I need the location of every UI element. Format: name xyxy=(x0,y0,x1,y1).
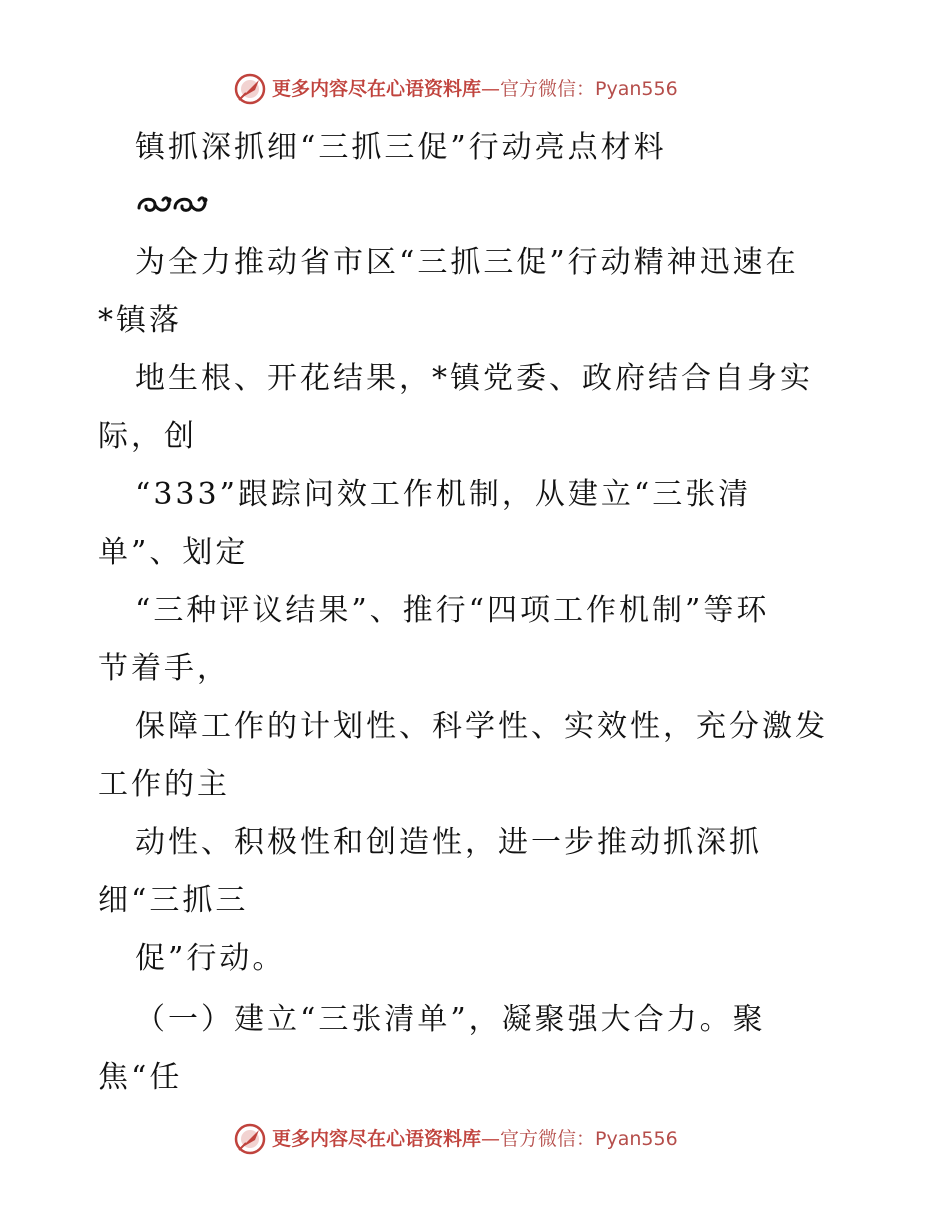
feather-pen-logo-icon xyxy=(233,1122,267,1156)
banner-contact: 官方微信：Pyan556 xyxy=(500,78,678,100)
body-line: 地生根、开花结果，*镇党委、政府结合自身实 xyxy=(135,361,813,396)
footer-banner-text xyxy=(272,1126,678,1152)
body-line: 动性、积极性和创造性，进一步推动抓深抓 xyxy=(135,825,762,860)
banner-brand: 更多内容尽在心语资料库 xyxy=(272,78,482,100)
header-banner xyxy=(0,70,950,110)
body-line: 焦“任 xyxy=(98,1060,183,1095)
banner-brand: 更多内容尽在心语资料库 xyxy=(272,1128,482,1150)
header-banner-text xyxy=(272,76,678,102)
body-line: 际，创 xyxy=(98,419,197,454)
body-line: （一）建立“三张清单”，凝聚强大合力。聚 xyxy=(135,1002,766,1037)
body-line: 保障工作的计划性、科学性、实效性，充分激发 xyxy=(135,709,828,744)
body-line: *镇落 xyxy=(98,303,182,338)
body-line: “三种评议结果”、推行“四项工作机制”等环 xyxy=(135,593,770,628)
document-title: 镇抓深抓细“三抓三促”行动亮点材料 xyxy=(135,130,667,165)
body-line: 细“三抓三 xyxy=(98,883,249,918)
body-line: 节着手， xyxy=(98,651,230,686)
body-line: “333”跟踪问效工作机制，从建立“三张清 xyxy=(135,477,752,512)
footer-banner xyxy=(0,1120,950,1160)
body-line: 促”行动。 xyxy=(135,941,286,976)
banner-dash: — xyxy=(481,1128,501,1150)
body-line: 为全力推动省市区“三抓三促”行动精神迅速在 xyxy=(135,245,799,280)
body-line: 单”、划定 xyxy=(98,535,249,570)
banner-contact: 官方微信：Pyan556 xyxy=(500,1128,678,1150)
body-line: 工作的主 xyxy=(98,767,230,802)
banner-dash: — xyxy=(481,78,501,100)
feather-pen-logo-icon xyxy=(233,72,267,106)
swirl-ornament-icon xyxy=(133,190,213,220)
